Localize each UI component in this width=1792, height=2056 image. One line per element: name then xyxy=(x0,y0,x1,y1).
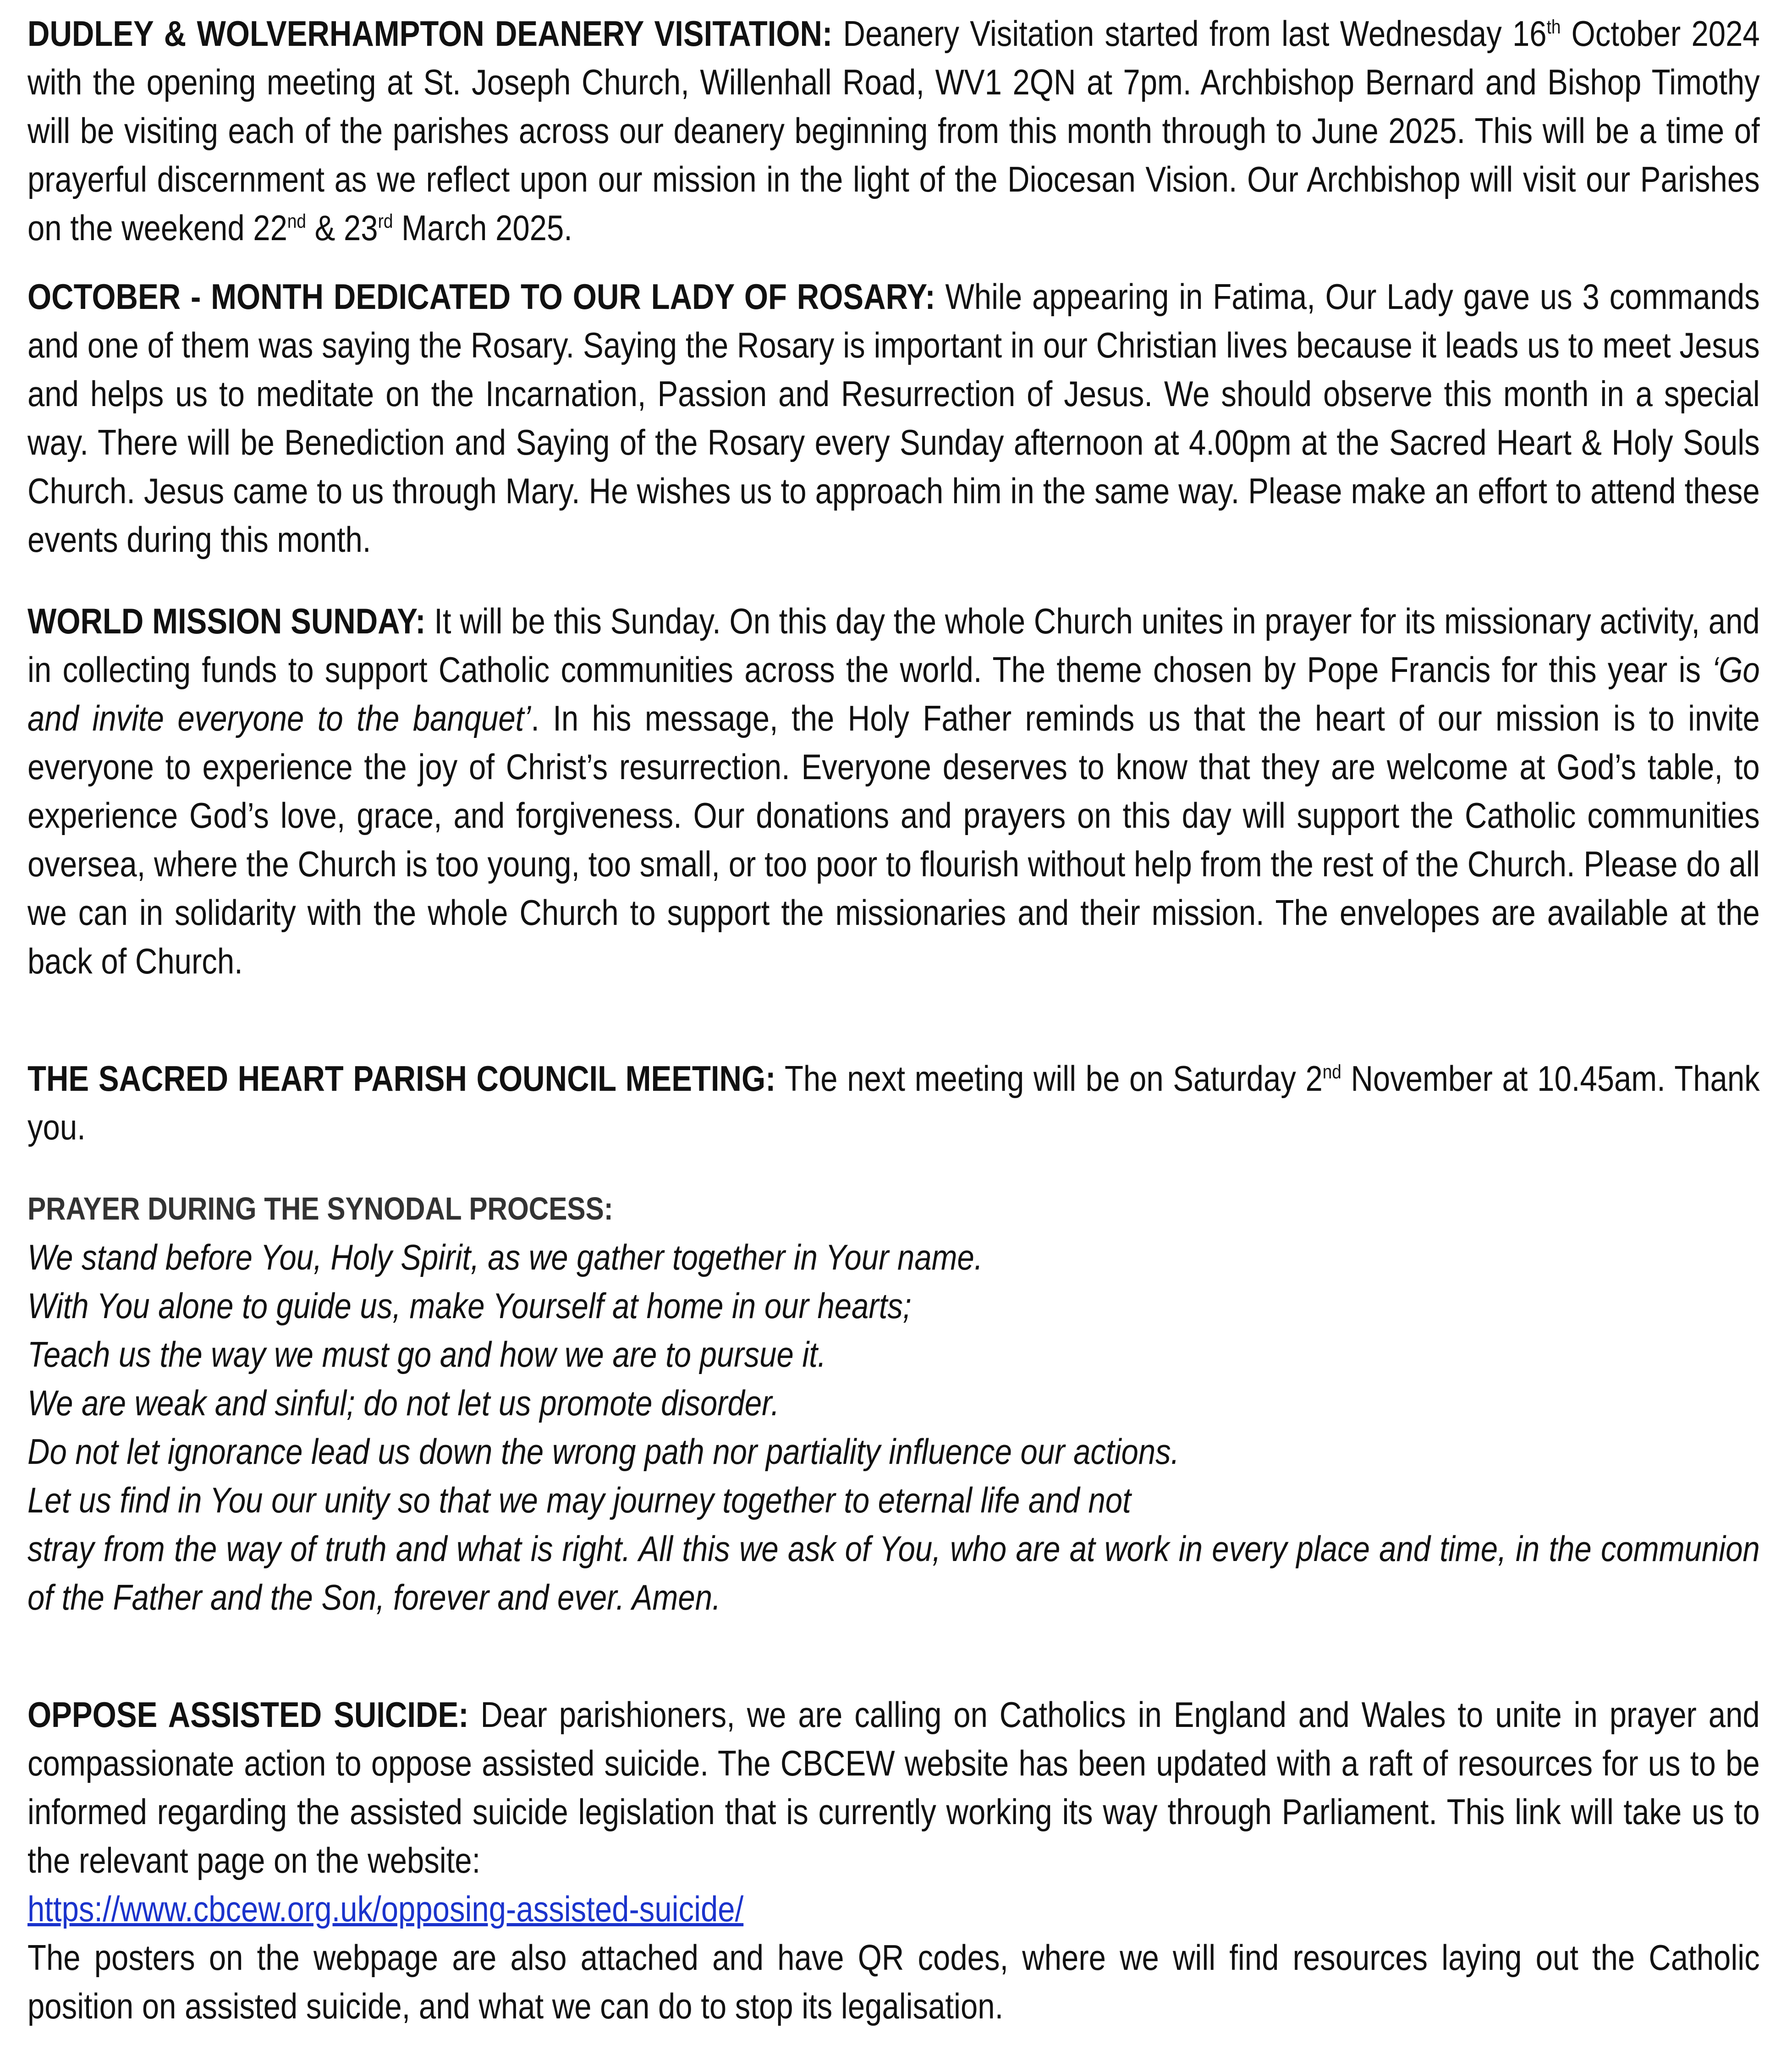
council-text: The next meeting will be on Saturday 2 xyxy=(775,1058,1323,1099)
mission-section xyxy=(27,597,1760,985)
prayer-line: Let us find in You our unity so that we may journey together to eternal life and not xyxy=(27,1480,1131,1520)
ordinal-suffix: th xyxy=(1546,16,1561,38)
mission-text: It will be this Sunday. On this day the whole Church unites in prayer for its missionary activity, and in collecting funds to support Catholic communities across the world. The theme chosen by Pope Francis for this year is xyxy=(27,601,1760,690)
suicide-heading: OPPOSE ASSISTED SUICIDE: xyxy=(27,1694,469,1735)
deanery-text: & 23 xyxy=(306,208,378,248)
mission-text: . In his message, the Holy Father reminds us that the heart of our mission is to invite everyone to experience the joy of Christ’s resurrection. Everyone deserves to know that they are welcome at God’s table, to experience God’s love, grace, and forgiveness. Our donations and prayers on this day will support the Catholic communities oversea, where the Church is too young, too small, or too poor to flourish without help from the rest of the Church. Please do all we can in solidarity with the whole Church to support the missionaries and their mission. The envelopes are available at the back of Church. xyxy=(27,698,1760,981)
mission-theme: ‘Go and invite everyone to the banquet’ xyxy=(27,649,1760,738)
ordinal-suffix: rd xyxy=(378,210,393,232)
prayer-line: We are weak and sinful; do not let us promote disorder. xyxy=(27,1383,780,1423)
prayer-line: Do not let ignorance lead us down the wrong path nor partiality influence our actions. xyxy=(27,1431,1180,1472)
deanery-section xyxy=(27,9,1760,252)
deanery-text: Deanery Visitation started from last Wednesday 16 xyxy=(832,13,1547,54)
council-section xyxy=(27,1054,1760,1151)
deanery-text: March 2025. xyxy=(393,208,572,248)
suicide-text: Dear parishioners, we are calling on Catholics in England and Wales to unite in prayer and compassionate action to oppose assisted suicide. The CBCEW website has been updated with a raft of resources for us to be informed regarding the assisted suicide legislation that is currently working its way through Parliament. This link will take us to the relevant page on the website: xyxy=(27,1694,1760,1880)
ordinal-suffix: nd xyxy=(1322,1061,1341,1083)
prayer-heading: PRAYER DURING THE SYNODAL PROCESS: xyxy=(27,1191,613,1226)
council-text: November at 10.45am. Thank you. xyxy=(27,1058,1760,1147)
newsletter-page xyxy=(27,9,1760,2030)
deanery-heading: DUDLEY & WOLVERHAMPTON DEANERY VISITATION: xyxy=(27,13,833,54)
october-text: While appearing in Fatima, Our Lady gave us 3 commands and one of them was saying the Rosary. Saying the Rosary is important in our Christian lives because it leads us to meet Jesus and helps us to meditate on the Incarnation, Passion and Resurrection of Jesus. We should observe this month in a special way. There will be Benediction and Saying of the Rosary every Sunday afternoon at 4.00pm at the Sacred Heart & Holy Souls Church. Jesus came to us through Mary. He wishes us to approach him in the same way. Please make an effort to attend these events during this month. xyxy=(27,276,1760,560)
prayer-line: With You alone to guide us, make Yourself at home in our hearts; xyxy=(27,1286,912,1326)
prayer-line: Teach us the way we must go and how we are to pursue it. xyxy=(27,1334,826,1374)
link-line xyxy=(27,1885,1760,1933)
cbcew-link[interactable]: https://www.cbcew.org.uk/opposing-assisted-suicide/ xyxy=(27,1889,744,1929)
deanery-text: October 2024 with the opening meeting at St. Joseph Church, Willenhall Road, WV1 2QN at 7pm. Archbishop Bernard and Bishop Timothy will be visiting each of the parishes across our deanery beginning from this month through to June 2025. This will be a time of prayerful discernment as we reflect upon our mission in the light of the Diocesan Vision. Our Archbishop will visit our Parishes on the weekend 22 xyxy=(27,13,1760,248)
october-section xyxy=(27,272,1760,564)
mission-heading: WORLD MISSION SUNDAY: xyxy=(27,601,426,641)
prayer-line: We stand before You, Holy Spirit, as we gather together in Your name. xyxy=(27,1237,983,1277)
suicide-section xyxy=(27,1690,1760,1885)
october-heading: OCTOBER - MONTH DEDICATED TO OUR LADY OF ROSARY: xyxy=(27,276,935,317)
prayer-section xyxy=(27,1184,1760,1622)
council-heading: THE SACRED HEART PARISH COUNCIL MEETING: xyxy=(27,1058,776,1099)
suicide-after-text: The posters on the webpage are also attached and have QR codes, where we will find resources laying out the Catholic position on assisted suicide, and what we can do to stop its legalisation. xyxy=(27,1937,1760,2026)
prayer-closing: stray from the way of truth and what is right. All this we ask of You, who are at work in every place and time, in the communion of the Father and the Son, forever and ever. Amen. xyxy=(27,1528,1760,1617)
ordinal-suffix: nd xyxy=(287,210,306,232)
